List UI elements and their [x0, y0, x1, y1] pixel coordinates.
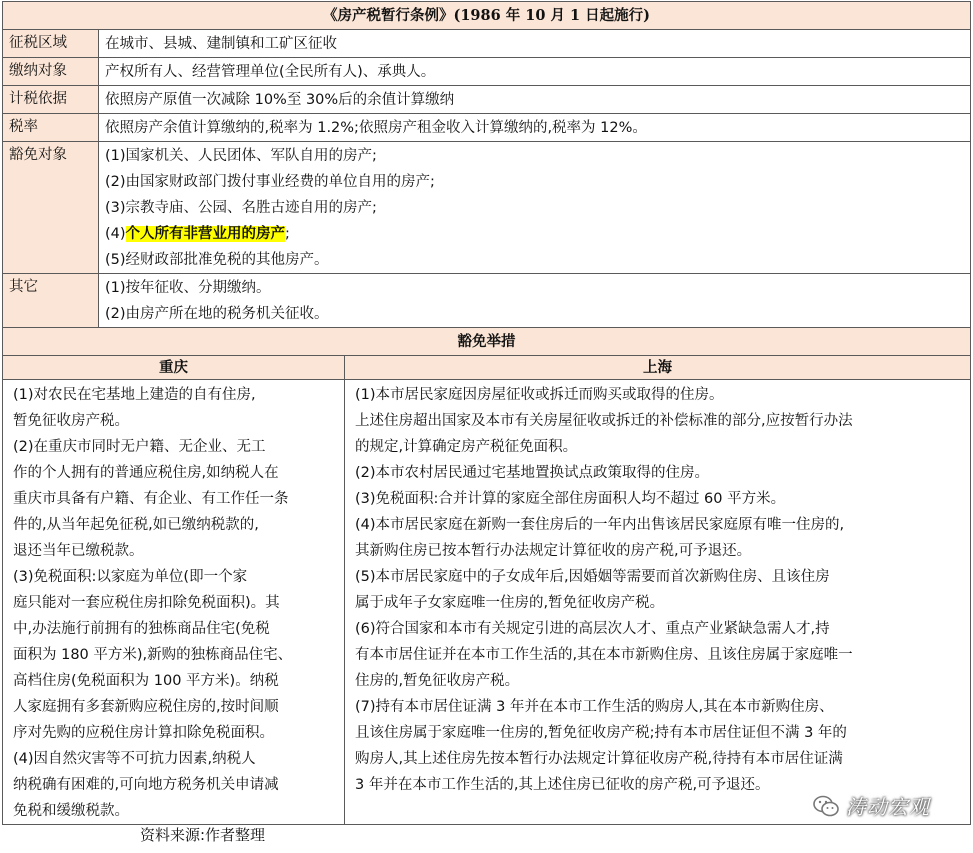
- exemption-title: 豁免举措: [3, 328, 971, 356]
- row-label-exemptions: 豁免对象: [3, 142, 99, 274]
- exemption-item: (4)个人所有非营业用的房产;: [105, 226, 290, 242]
- column-header-chongqing: 重庆: [3, 356, 345, 380]
- row-value-taxpayer: 产权所有人、经营管理单位(全民所有人)、承典人。: [99, 58, 971, 86]
- row-label-tax-basis: 计税依据: [3, 86, 99, 114]
- highlighted-text: 个人所有非营业用的房产: [125, 226, 286, 242]
- watermark-text: 涛动宏观: [846, 795, 930, 819]
- policy-table: [2, 1, 971, 825]
- row-value-tax-basis: 依照房产原值一次减除 10%至 30%后的余值计算缴纳: [99, 86, 971, 114]
- column-header-shanghai: 上海: [345, 356, 971, 380]
- exemption-item: (1)国家机关、人民团体、军队自用的房产;: [105, 148, 377, 164]
- row-value-tax-area: 在城市、县城、建制镇和工矿区征收: [99, 30, 971, 58]
- row-label-taxpayer: 缴纳对象: [3, 58, 99, 86]
- row-value-tax-rate: 依照房产余值计算缴纳的,税率为 1.2%;依照房产租金收入计算缴纳的,税率为 12%。: [99, 114, 971, 142]
- shanghai-measures: (1)本市居民家庭因房屋征收或拆迁而购买或取得的住房。 上述住房超出国家及本市有关房屋征收或拆迁的补偿标准的部分,应按暂行办法 的规定,计算确定房产税征免面积。 (2)本市农村居民通过宅基地置换试点政策取得的住房。 (3)免税面积:合并计算的家庭全部住房面积人均不超过 60 平方米。 (4)本市居民家庭在新购一套住房后的一年内出售该居民家庭原有唯一住房的, 其新购住房已按本暂行办法规定计算征收的房产税,可予退还。 (5)本市居民家庭中的子女成年后,因婚姻等需要而首次新购住房、且该住房 属于成年子女家庭唯一住房的,暂免征收房产税。 (6)符合国家和本市有关规定引进的高层次人才、重点产业紧缺急需人才,持 有本市居住证并在本市工作生活的,其在本市新购住房、且该住房属于家庭唯一 住房的,暂免征收房产税。 (7)持有本市居住证满 3 年并在本市工作生活的购房人,其在本市新购住房、 且该住房属于家庭唯一住房的,暂免征收房产税;持有本市居住证但不满 3 年的 购房人,其上述住房先按本暂行办法规定计算征收房产税,待持有本市居住证满 3 年并在本市工作生活的,其上述住房已征收的房产税,可予退还。: [345, 380, 971, 825]
- exemption-item: (5)经财政部批准免税的其他房产。: [105, 252, 329, 268]
- table-title: 《房产税暂行条例》(1986 年 10 月 1 日起施行): [3, 2, 971, 30]
- source-note: 资料来源:作者整理: [140, 826, 266, 844]
- policy-document: [2, 1, 970, 825]
- row-value-other: (1)按年征收、分期缴纳。 (2)由房产所在地的税务机关征收。: [99, 274, 971, 328]
- row-label-tax-area: 征税区域: [3, 30, 99, 58]
- wechat-icon: [812, 792, 840, 820]
- exemption-item: (2)由国家财政部门拨付事业经费的单位自用的房产;: [105, 174, 435, 190]
- exemption-item: (3)宗教寺庙、公园、名胜古迹自用的房产;: [105, 200, 377, 216]
- row-label-tax-rate: 税率: [3, 114, 99, 142]
- chongqing-measures: (1)对农民在宅基地上建造的自有住房, 暂免征收房产税。 (2)在重庆市同时无户籍、无企业、无工 作的个人拥有的普通应税住房,如纳税人在 重庆市具备有户籍、有企业、有工作任一条 件的,从当年起免征税,如已缴纳税款的, 退还当年已缴税款。 (3)免税面积:以家庭为单位(即一个家 庭只能对一套应税住房扣除免税面积)。其 中,办法施行前拥有的独栋商品住宅(免税 面积为 180 平方米),新购的独栋商品住宅、 高档住房(免税面积为 100 平方米)。纳税 人家庭拥有多套新购应税住房的,按时间顺 序对先购的应税住房计算扣除免税面积。 (4)因自然灾害等不可抗力因素,纳税人 纳税确有困难的,可向地方税务机关申请减 免税和缓缴税款。: [3, 380, 345, 825]
- watermark: [812, 791, 930, 820]
- row-value-exemptions: [99, 142, 971, 274]
- row-label-other: 其它: [3, 274, 99, 328]
